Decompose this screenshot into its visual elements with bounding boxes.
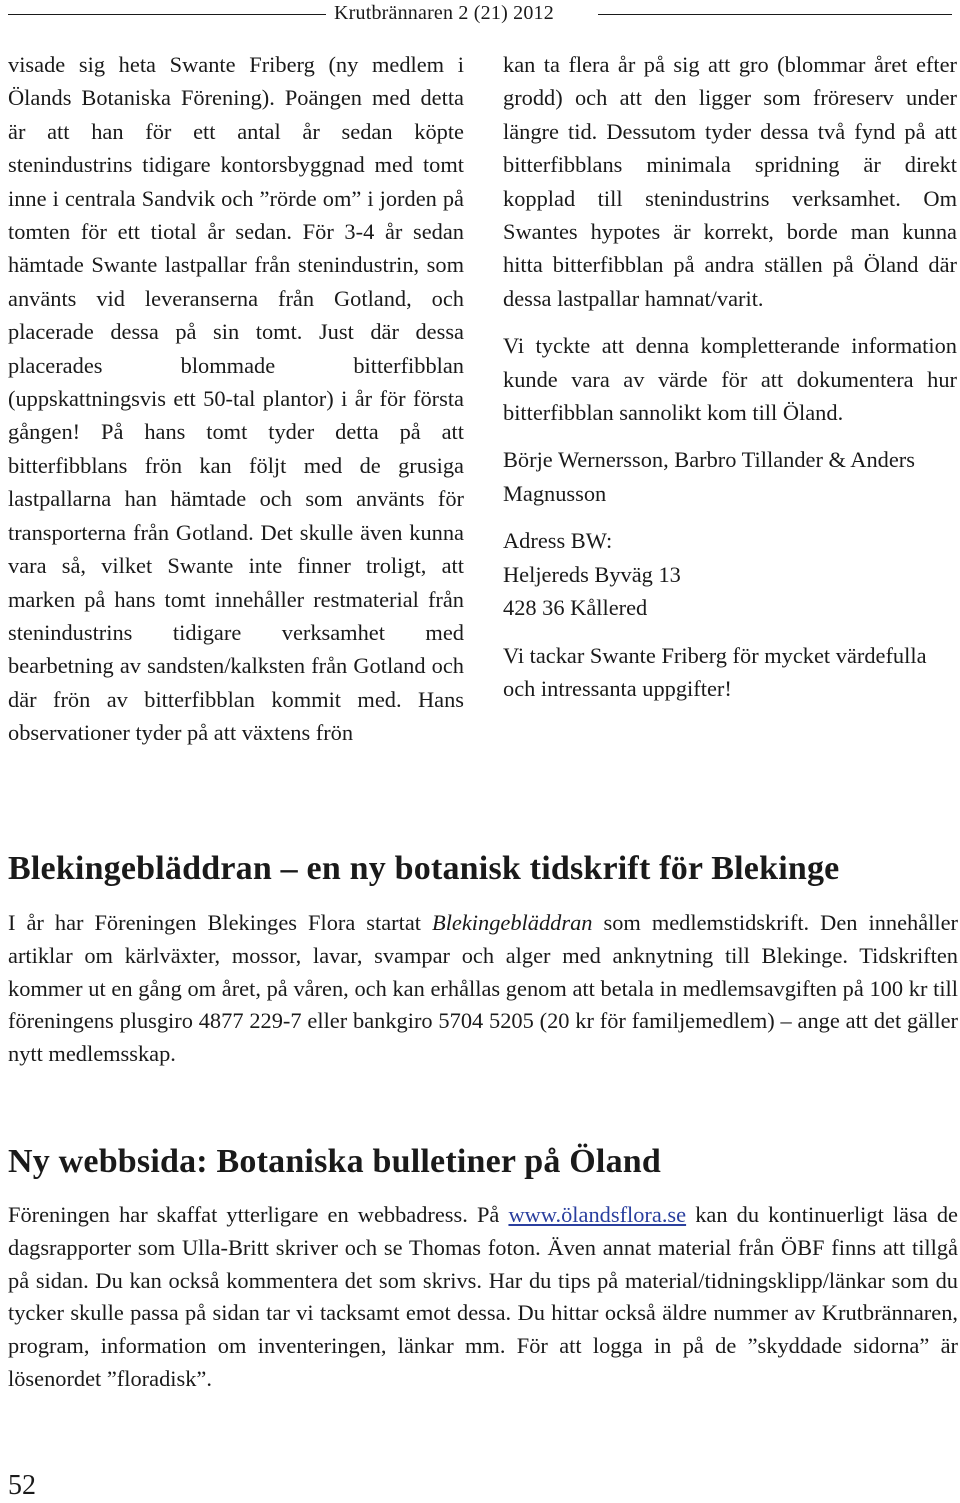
header-rule-right bbox=[598, 14, 952, 15]
journal-title: Krutbrännaren 2 (21) 2012 bbox=[334, 2, 554, 24]
section-ny-webbsida bbox=[8, 1199, 958, 1396]
address-street: Heljereds Byväg 13 bbox=[503, 561, 681, 587]
website-link[interactable]: www.ölandsflora.se bbox=[508, 1202, 687, 1227]
article-left-column bbox=[8, 48, 464, 750]
article-paragraph: visade sig heta Swante Friberg (ny medlem i Ölands Botaniska Förening). Poängen med detta är att han för ett antal år sedan köpte stenindustrins tidigare kontorsbyggnad med tomt inne i centrala Sandvik och ”rörde om” i jorden på tomten för ett tiotal år sedan. För 3-4 år sedan hämtade Swante lastpallar från stenindustrin, som använts vid leveranserna från Gotland, och placerade dessa på sin tomt. Just där dessa placerades blommade bitterfibblan (uppskattningsvis ett 50-tal plantor) i år för första gången! På hans tomt tyder detta på att bitterfibblans frön kan följt med de grusiga lastpallarna han hämtade och som använts för transporterna från Gotland. Det skulle även kunna vara så, vilket Swante inte finner troligt, att marken på hans tomt innehåller restmaterial från stenindustrins tidigare verksamhet med bearbetning av sandsten/kalksten från Gotland och där frön av bitterfibblan kommit med. Hans observationer tyder på att växtens frön bbox=[8, 52, 464, 746]
thanks-note: Vi tackar Swante Friberg för mycket värdefulla och intressanta uppgifter! bbox=[503, 642, 927, 701]
address-label: Adress BW: bbox=[503, 528, 613, 554]
journal-name-italic: Blekingebläddran bbox=[432, 910, 593, 935]
section-paragraph bbox=[8, 1199, 958, 1396]
text-run: kan du kontinuerligt läsa de dagsrapporter som Ulla-Britt skriver och se Thomas foton. Även annat material från ÖBF finns att tillgå på sidan. Du kan också kommentera det som skrivs. Har du tips på material/tidningsklipp/länkar som du tycker skulle passa på sidan tar vi tacksamt emot dessa. Du hittar också äldre nummer av Krutbrännaren, program, information om inventeringen, länkar mm. För att logga in på de ”skyddade sidorna” är lösenordet ”floradisk”. bbox=[8, 1202, 958, 1391]
heading-ny-webbsida: Ny webbsida: Botaniska bulletiner på Öland bbox=[8, 1143, 661, 1180]
section-blekingebladdran bbox=[8, 907, 958, 1071]
text-run: som medlemstidskrift. Den innehåller artiklar om kärlväxter, mossor, lavar, svampar och alger med anknytning till Blekinge. Tidskriften kommer ut en gång om året, på våren, och kan erhållas genom att betala in medlemsavgiften på 100 kr till föreningens plusgiro 4877 229-7 eller bankgiro 5704 5205 (20 kr för familjemedlem) – ange att det gäller nytt medlemsskap. bbox=[8, 910, 958, 1067]
section-paragraph bbox=[8, 907, 958, 1071]
header-rule-left bbox=[8, 14, 326, 15]
page-number: 52 bbox=[8, 1470, 36, 1501]
article-right-column bbox=[503, 48, 957, 705]
address-postcode: 428 36 Kållered bbox=[503, 595, 648, 621]
running-header bbox=[0, 0, 960, 30]
text-run: Föreningen har skaffat ytterligare en webbadress. På bbox=[8, 1202, 509, 1227]
article-paragraph: kan ta flera år på sig att gro (blommar året efter grodd) och att den ligger som fröreserv under längre tid. Dessutom tyder dessa två fynd på att bitterfibblans minimala spridning är direkt kopplad till stenindustrins verksamhet. Om Swantes hypotes är korrekt, borde man kunna hitta bitterfibblan på andra ställen på Öland där dessa lastpallar hamnat/varit. bbox=[503, 52, 957, 311]
article-paragraph: Vi tyckte att denna kompletterande information kunde vara av värde för att dokumentera hur bitterfibblan sannolikt kom till Öland. bbox=[503, 333, 957, 426]
heading-blekingebladdran: Blekingebläddran – en ny botanisk tidskrift för Blekinge bbox=[8, 850, 840, 887]
author-signature: Börje Wernersson, Barbro Tillander & Anders Magnusson bbox=[503, 447, 915, 506]
text-run: I år har Föreningen Blekinges Flora startat bbox=[8, 910, 433, 935]
author-address bbox=[503, 524, 957, 624]
